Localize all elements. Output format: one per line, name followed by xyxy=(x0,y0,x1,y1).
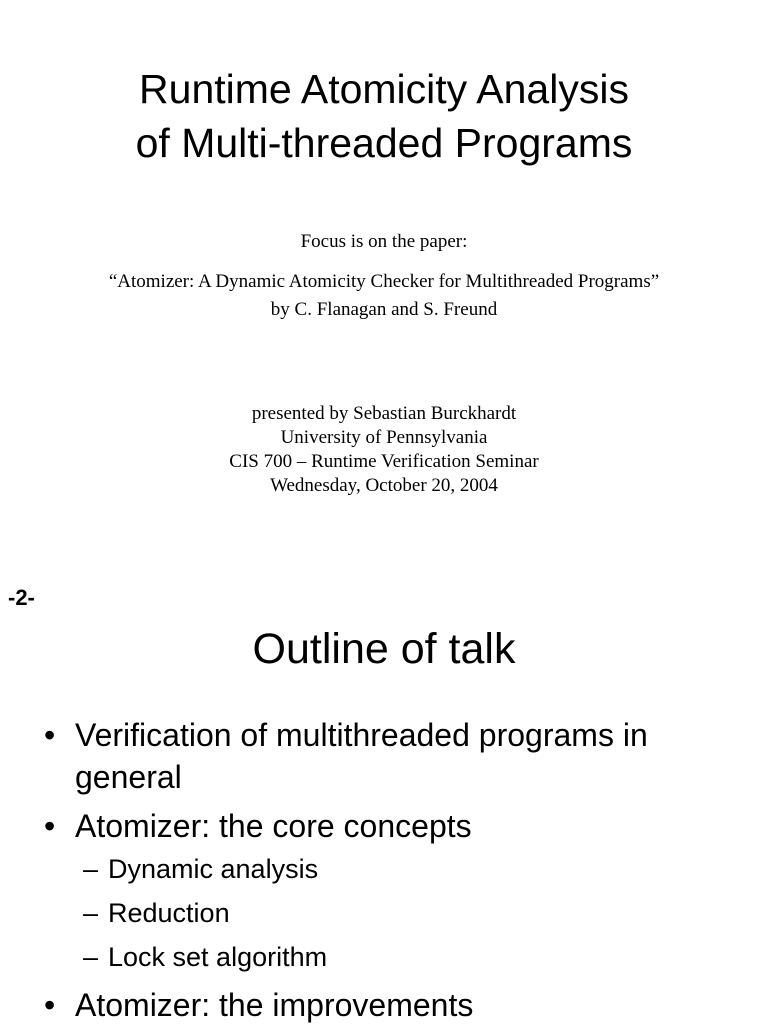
dash-icon: – xyxy=(83,854,99,884)
outline-sub-bullet-text: Dynamic analysis xyxy=(108,854,319,884)
presentation-date: Wednesday, October 20, 2004 xyxy=(270,475,498,496)
slide-title-line-1: Runtime Atomicity Analysis xyxy=(139,66,629,112)
outline-bullet-text: Verification of multithreaded programs in general xyxy=(75,717,648,795)
outline-bullet-text: Atomizer: the core concepts xyxy=(75,808,472,844)
focus-intro: Focus is on the paper: xyxy=(300,231,468,252)
outline-sub-bullet-3 xyxy=(0,941,768,973)
bullet-dot-icon: • xyxy=(44,717,56,753)
presenter-university: University of Pennsylvania xyxy=(280,427,488,448)
outline-bullet-text: Atomizer: the improvements xyxy=(75,987,474,1023)
presenter-course: CIS 700 – Runtime Verification Seminar xyxy=(229,451,539,472)
outline-bullet-1 xyxy=(0,714,768,798)
outline-sub-bullet-text: Lock set algorithm xyxy=(108,942,328,972)
outline-sub-bullet-1 xyxy=(0,853,768,885)
outline-sub-bullet-text: Reduction xyxy=(108,898,230,928)
dash-icon: – xyxy=(83,898,99,928)
bullet-dot-icon: • xyxy=(44,808,56,844)
presenter-name: presented by Sebastian Burckhardt xyxy=(251,403,517,424)
page-number: -2- xyxy=(8,585,35,610)
slide-title xyxy=(0,62,768,170)
presenter-info xyxy=(0,402,768,498)
outline-sub-bullet-2 xyxy=(0,897,768,929)
bullet-dot-icon: • xyxy=(44,987,56,1023)
slide-title-line-2: of Multi-threaded Programs xyxy=(135,120,633,166)
outline-title: Outline of talk xyxy=(252,625,516,673)
outline-bullet-3 xyxy=(0,984,768,1024)
dash-icon: – xyxy=(83,942,99,972)
paper-authors: by C. Flanagan and S. Freund xyxy=(270,299,498,320)
outline-bullet-2 xyxy=(0,805,768,847)
paper-title: “Atomizer: A Dynamic Atomicity Checker for Multithreaded Programs” xyxy=(108,271,660,292)
paper-reference xyxy=(0,268,768,324)
